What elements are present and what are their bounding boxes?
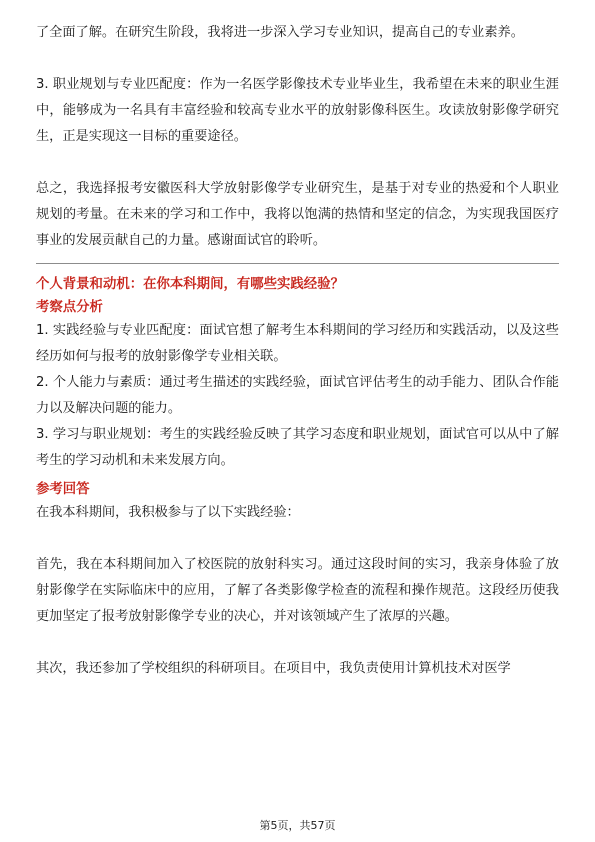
answer-paragraph: 在我本科期间，我积极参与了以下实践经验： bbox=[36, 505, 300, 520]
analysis-item: 1. 实践经验与专业匹配度：面试官想了解考生本科期间的学习经历和实践活动，以及这些经历如何与报考的放射影像学专业相关联。 bbox=[36, 323, 559, 364]
document-body bbox=[36, 0, 559, 682]
paragraph: 了全面了解。在研究生阶段，我将进一步深入学习专业知识，提高自己的专业素养。 bbox=[36, 25, 524, 40]
section-divider bbox=[36, 263, 559, 264]
answer-paragraph: 其次，我还参加了学校组织的科研项目。在项目中，我负责使用计算机技术对医学 bbox=[36, 661, 511, 676]
analysis-heading: 考察点分析 bbox=[36, 300, 103, 315]
analysis-item: 2. 个人能力与素质：通过考生描述的实践经验，面试官评估考生的动手能力、团队合作能力以及解决问题的能力。 bbox=[36, 375, 559, 416]
paragraph: 总之，我选择报考安徽医科大学放射影像学专业研究生，是基于对专业的热爱和个人职业规划的考量。在未来的学习和工作中，我将以饱满的热情和坚定的信念，为实现我国医疗事业的发展贡献自己的力量。感谢面试官的聆听。 bbox=[36, 181, 559, 248]
question-title: 个人背景和动机：在你本科期间，有哪些实践经验？ bbox=[36, 277, 344, 292]
answer-paragraph: 首先，我在本科期间加入了校医院的放射科实习。通过这段时间的实习，我亲身体验了放射影像学在实际临床中的应用，了解了各类影像学检查的流程和操作规范。这段经历使我更加坚定了报考放射影像学专业的决心，并对该领域产生了浓厚的兴趣。 bbox=[36, 557, 559, 624]
analysis-item: 3. 学习与职业规划：考生的实践经验反映了其学习态度和职业规划，面试官可以从中了解考生的学习动机和未来发展方向。 bbox=[36, 427, 559, 468]
page-footer: 第5页，共57页 bbox=[259, 819, 336, 832]
answer-heading: 参考回答 bbox=[36, 482, 90, 497]
paragraph: 3. 职业规划与专业匹配度：作为一名医学影像技术专业毕业生，我希望在未来的职业生涯中，能够成为一名具有丰富经验和较高专业水平的放射影像科医生。攻读放射影像学研究生，正是实现这一目标的重要途径。 bbox=[36, 77, 559, 144]
